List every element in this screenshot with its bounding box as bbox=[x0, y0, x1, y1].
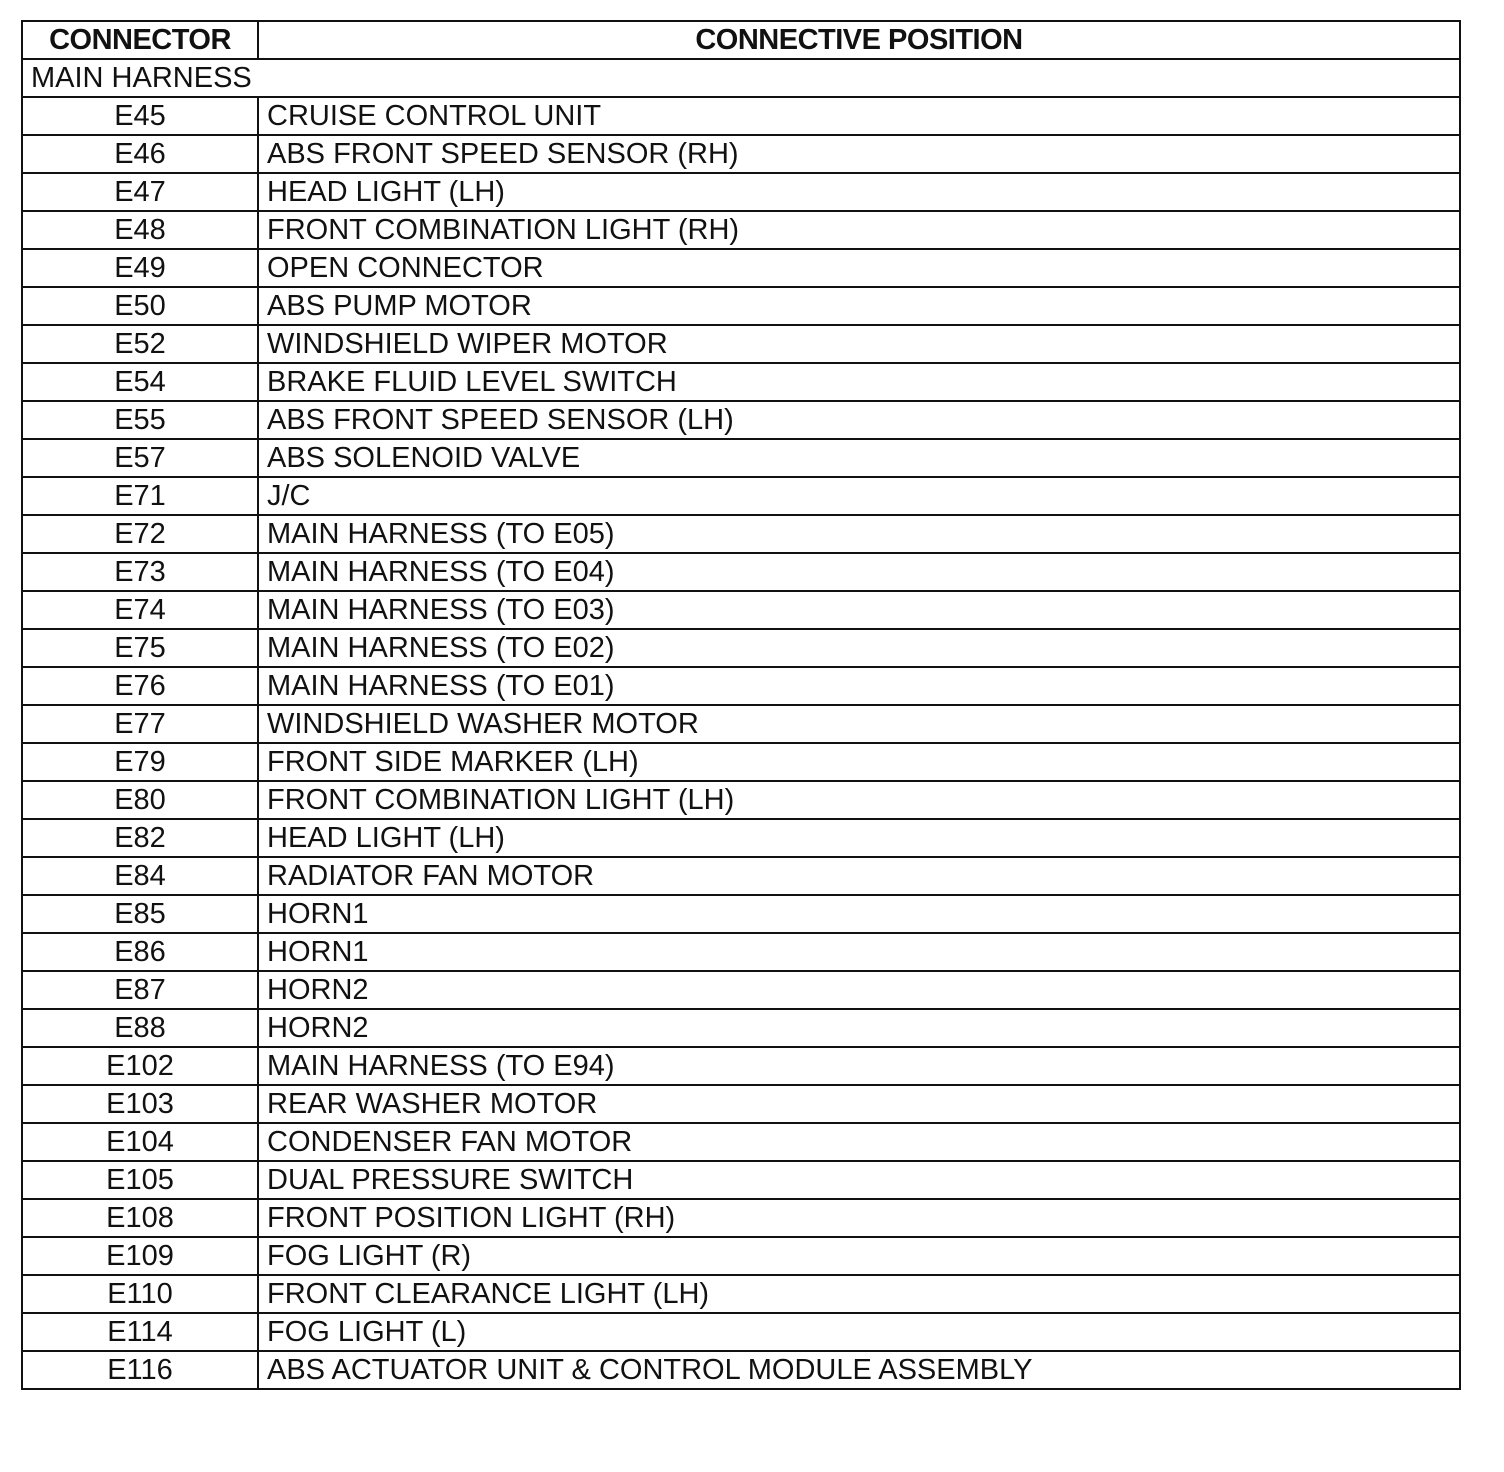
position-cell: FRONT CLEARANCE LIGHT (LH) bbox=[258, 1275, 1460, 1313]
table-row bbox=[22, 515, 1460, 553]
table-row bbox=[22, 1161, 1460, 1199]
position-cell: MAIN HARNESS (TO E03) bbox=[258, 591, 1460, 629]
position-cell: FRONT POSITION LIGHT (RH) bbox=[258, 1199, 1460, 1237]
table-row bbox=[22, 705, 1460, 743]
connector-cell: E82 bbox=[22, 819, 258, 857]
position-cell: HEAD LIGHT (LH) bbox=[258, 819, 1460, 857]
connector-cell: E79 bbox=[22, 743, 258, 781]
table-row bbox=[22, 971, 1460, 1009]
position-cell: ABS FRONT SPEED SENSOR (RH) bbox=[258, 135, 1460, 173]
position-cell: DUAL PRESSURE SWITCH bbox=[258, 1161, 1460, 1199]
position-cell: FOG LIGHT (L) bbox=[258, 1313, 1460, 1351]
position-cell: CONDENSER FAN MOTOR bbox=[258, 1123, 1460, 1161]
connector-cell: E116 bbox=[22, 1351, 258, 1389]
table-row bbox=[22, 363, 1460, 401]
table-row bbox=[22, 1123, 1460, 1161]
connector-cell: E103 bbox=[22, 1085, 258, 1123]
connector-cell: E46 bbox=[22, 135, 258, 173]
connector-cell: E105 bbox=[22, 1161, 258, 1199]
table-row bbox=[22, 249, 1460, 287]
connector-cell: E74 bbox=[22, 591, 258, 629]
connector-cell: E50 bbox=[22, 287, 258, 325]
position-cell: ABS ACTUATOR UNIT & CONTROL MODULE ASSEMBLY bbox=[258, 1351, 1460, 1389]
position-cell: FRONT COMBINATION LIGHT (LH) bbox=[258, 781, 1460, 819]
connector-cell: E76 bbox=[22, 667, 258, 705]
connector-cell: E73 bbox=[22, 553, 258, 591]
position-cell: CRUISE CONTROL UNIT bbox=[258, 97, 1460, 135]
table-body bbox=[22, 59, 1460, 1389]
connector-cell: E47 bbox=[22, 173, 258, 211]
connector-cell: E52 bbox=[22, 325, 258, 363]
position-cell: MAIN HARNESS (TO E94) bbox=[258, 1047, 1460, 1085]
connector-column-header: CONNECTOR bbox=[22, 21, 258, 59]
section-row bbox=[22, 59, 1460, 97]
position-cell: HORN2 bbox=[258, 971, 1460, 1009]
connector-cell: E57 bbox=[22, 439, 258, 477]
position-cell: ABS FRONT SPEED SENSOR (LH) bbox=[258, 401, 1460, 439]
connector-cell: E88 bbox=[22, 1009, 258, 1047]
position-cell: J/C bbox=[258, 477, 1460, 515]
table-row bbox=[22, 1313, 1460, 1351]
table-row bbox=[22, 819, 1460, 857]
connector-cell: E80 bbox=[22, 781, 258, 819]
position-column-header: CONNECTIVE POSITION bbox=[258, 21, 1460, 59]
table-row bbox=[22, 325, 1460, 363]
connector-cell: E49 bbox=[22, 249, 258, 287]
table-row bbox=[22, 287, 1460, 325]
connector-cell: E75 bbox=[22, 629, 258, 667]
position-cell: FOG LIGHT (R) bbox=[258, 1237, 1460, 1275]
table-row bbox=[22, 895, 1460, 933]
position-cell: ABS PUMP MOTOR bbox=[258, 287, 1460, 325]
connector-cell: E55 bbox=[22, 401, 258, 439]
table-row bbox=[22, 211, 1460, 249]
connector-cell: E114 bbox=[22, 1313, 258, 1351]
table-row bbox=[22, 1199, 1460, 1237]
table-row bbox=[22, 667, 1460, 705]
connector-cell: E72 bbox=[22, 515, 258, 553]
table-row bbox=[22, 857, 1460, 895]
position-cell: MAIN HARNESS (TO E01) bbox=[258, 667, 1460, 705]
connector-table bbox=[21, 20, 1461, 1390]
section-title: MAIN HARNESS bbox=[22, 59, 1460, 97]
connector-cell: E109 bbox=[22, 1237, 258, 1275]
position-cell: WINDSHIELD WIPER MOTOR bbox=[258, 325, 1460, 363]
connector-cell: E84 bbox=[22, 857, 258, 895]
table-row bbox=[22, 629, 1460, 667]
table-row bbox=[22, 1047, 1460, 1085]
position-cell: HORN1 bbox=[258, 933, 1460, 971]
table-row bbox=[22, 401, 1460, 439]
table-row bbox=[22, 1085, 1460, 1123]
connector-cell: E87 bbox=[22, 971, 258, 1009]
table-row bbox=[22, 135, 1460, 173]
table-row bbox=[22, 173, 1460, 211]
connector-cell: E54 bbox=[22, 363, 258, 401]
header-row bbox=[22, 21, 1460, 59]
connector-cell: E108 bbox=[22, 1199, 258, 1237]
position-cell: ABS SOLENOID VALVE bbox=[258, 439, 1460, 477]
table-row bbox=[22, 781, 1460, 819]
table-row bbox=[22, 1009, 1460, 1047]
position-cell: REAR WASHER MOTOR bbox=[258, 1085, 1460, 1123]
connector-cell: E86 bbox=[22, 933, 258, 971]
connector-cell: E77 bbox=[22, 705, 258, 743]
position-cell: MAIN HARNESS (TO E02) bbox=[258, 629, 1460, 667]
connector-cell: E104 bbox=[22, 1123, 258, 1161]
table-row bbox=[22, 1275, 1460, 1313]
connector-cell: E71 bbox=[22, 477, 258, 515]
position-cell: HORN2 bbox=[258, 1009, 1460, 1047]
position-cell: MAIN HARNESS (TO E05) bbox=[258, 515, 1460, 553]
table-row bbox=[22, 1237, 1460, 1275]
position-cell: MAIN HARNESS (TO E04) bbox=[258, 553, 1460, 591]
connector-cell: E45 bbox=[22, 97, 258, 135]
position-cell: BRAKE FLUID LEVEL SWITCH bbox=[258, 363, 1460, 401]
position-cell: FRONT SIDE MARKER (LH) bbox=[258, 743, 1460, 781]
table-row bbox=[22, 97, 1460, 135]
table-row bbox=[22, 477, 1460, 515]
position-cell: HEAD LIGHT (LH) bbox=[258, 173, 1460, 211]
table-row bbox=[22, 439, 1460, 477]
table-row bbox=[22, 553, 1460, 591]
connector-cell: E48 bbox=[22, 211, 258, 249]
position-cell: FRONT COMBINATION LIGHT (RH) bbox=[258, 211, 1460, 249]
table-row bbox=[22, 933, 1460, 971]
table-row bbox=[22, 591, 1460, 629]
connector-cell: E110 bbox=[22, 1275, 258, 1313]
table-row bbox=[22, 1351, 1460, 1389]
position-cell: OPEN CONNECTOR bbox=[258, 249, 1460, 287]
position-cell: RADIATOR FAN MOTOR bbox=[258, 857, 1460, 895]
position-cell: WINDSHIELD WASHER MOTOR bbox=[258, 705, 1460, 743]
connector-cell: E102 bbox=[22, 1047, 258, 1085]
table-row bbox=[22, 743, 1460, 781]
connector-cell: E85 bbox=[22, 895, 258, 933]
position-cell: HORN1 bbox=[258, 895, 1460, 933]
